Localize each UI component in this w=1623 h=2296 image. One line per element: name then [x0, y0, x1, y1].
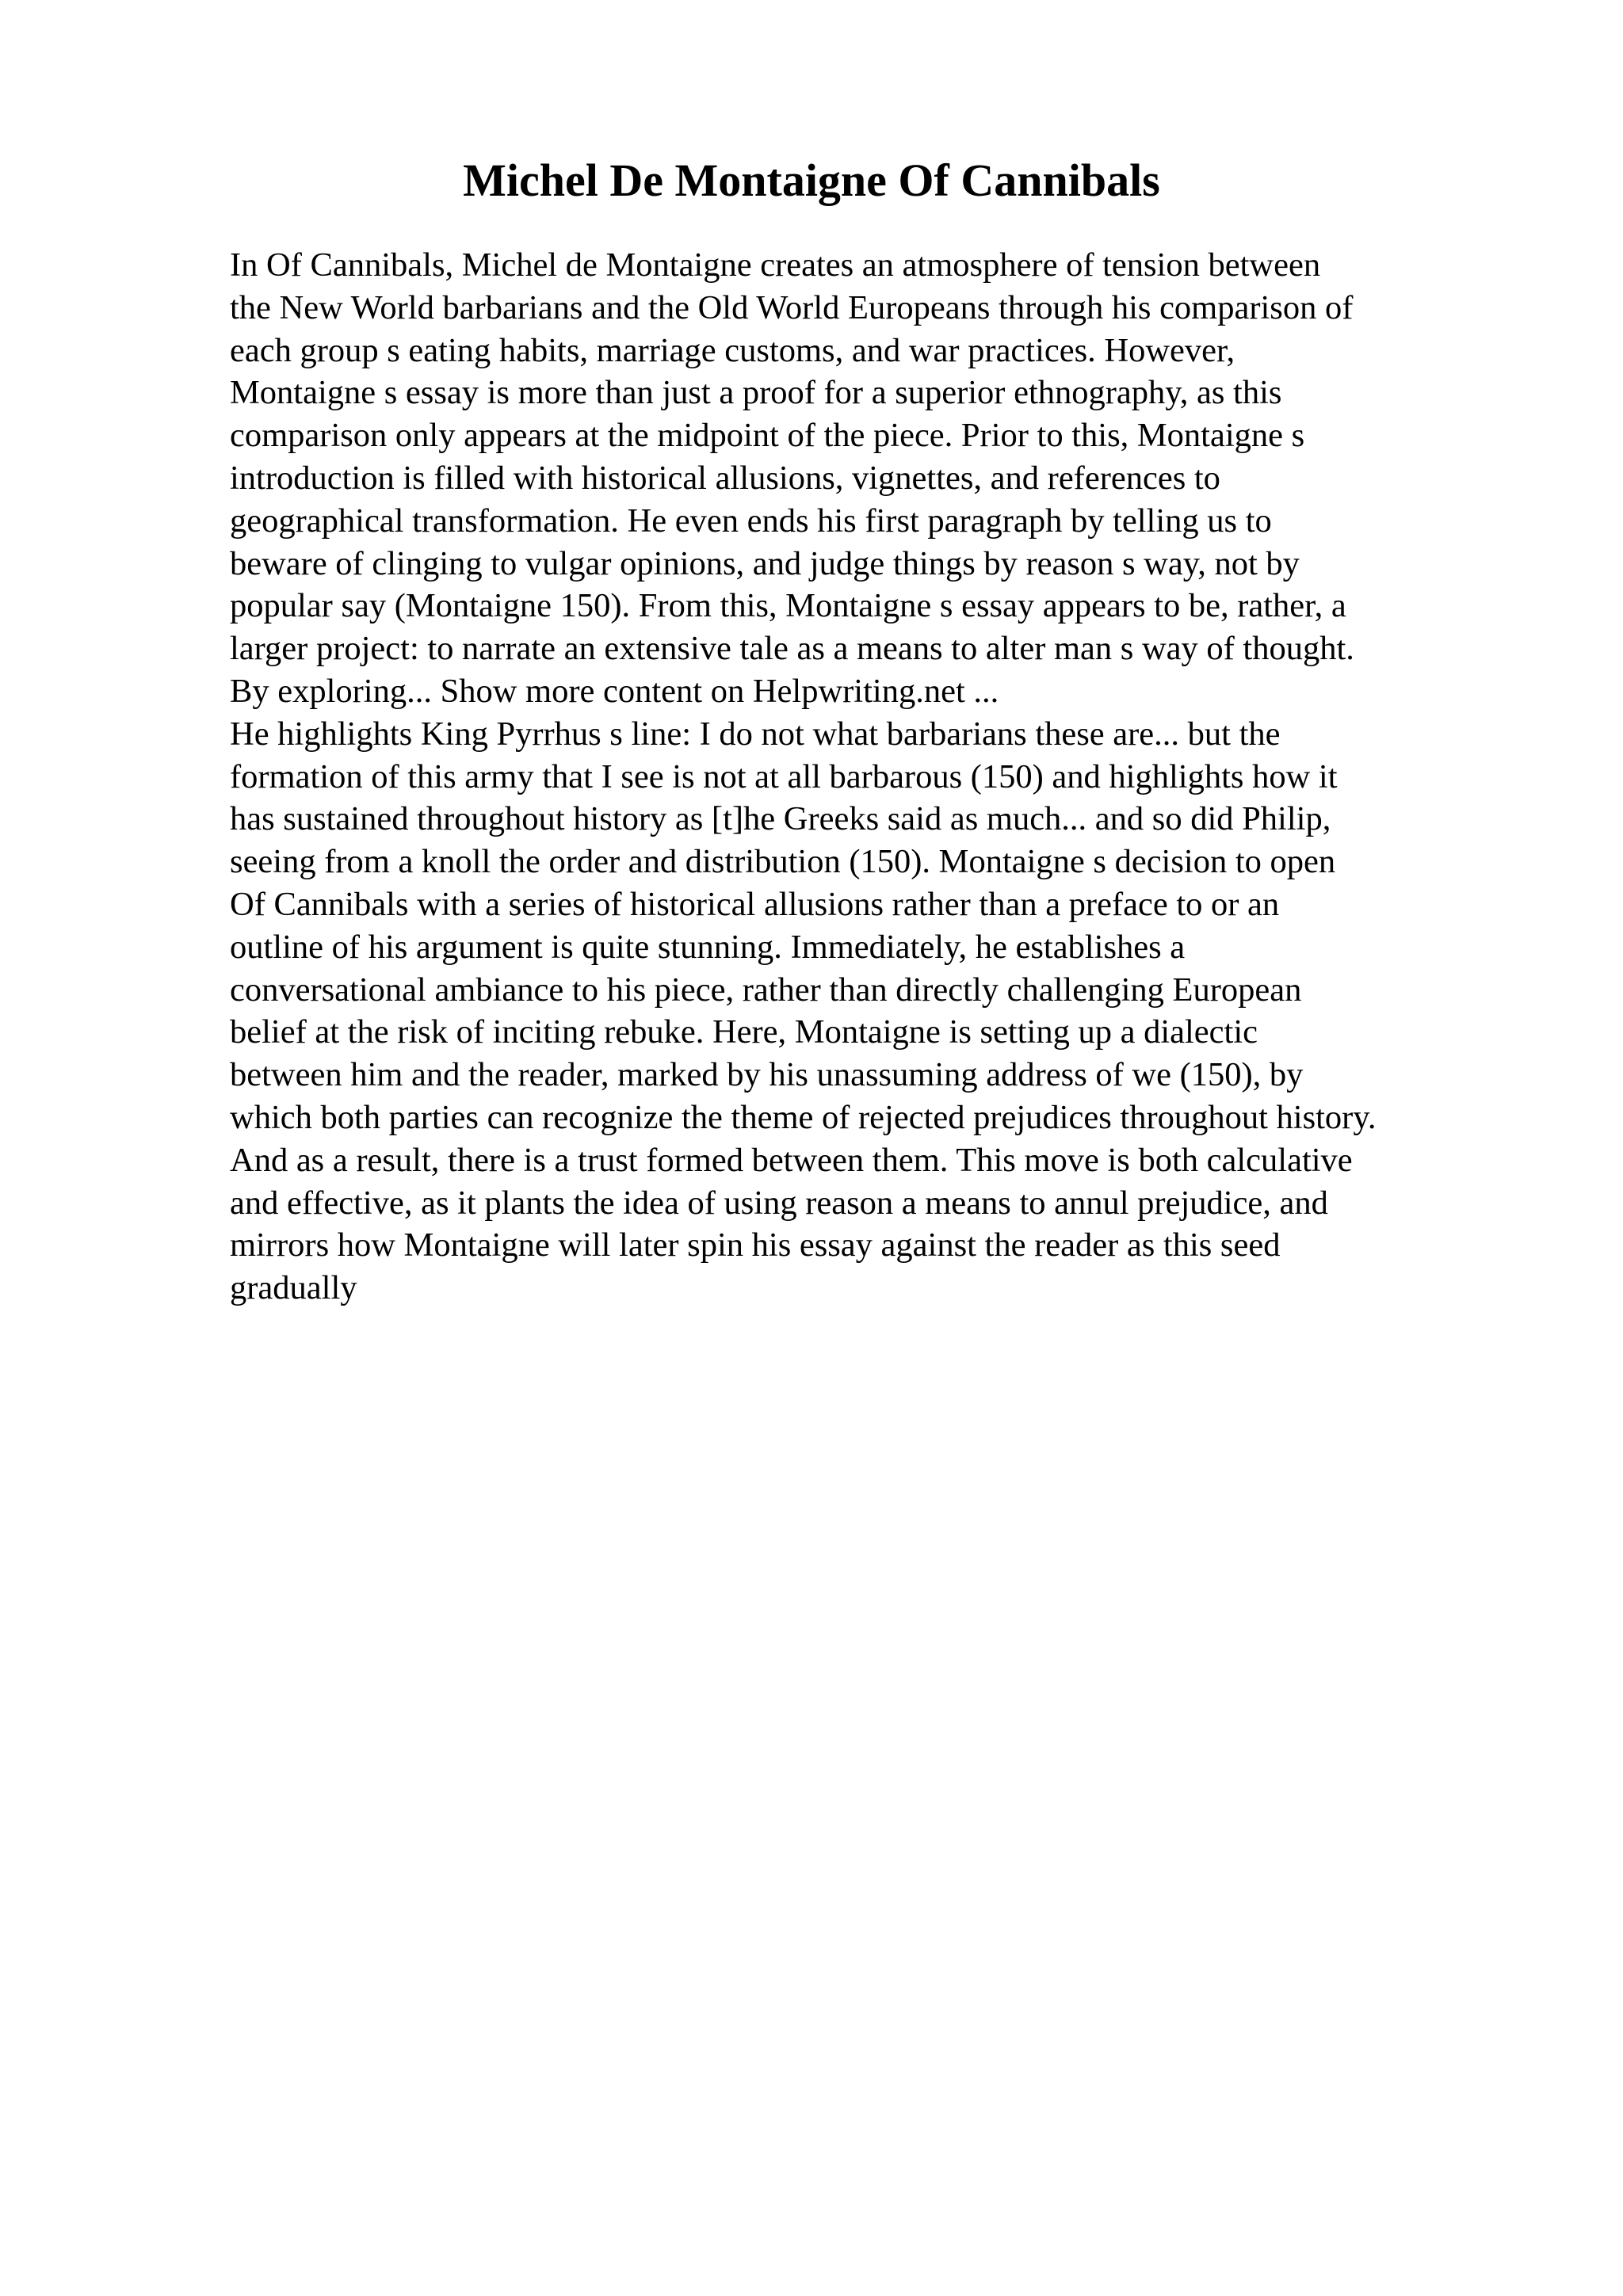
text-line: outline of his argument is quite stunning. Immediately, he establishes a [230, 928, 1186, 966]
document-title: Michel De Montaigne Of Cannibals [463, 154, 1160, 206]
text-line: He highlights King Pyrrhus s line: I do not what barbarians these are... but the [230, 715, 1281, 753]
text-line: comparison only appears at the midpoint of the piece. Prior to this, Montaigne s [230, 417, 1305, 455]
text-line: the New World barbarians and the Old World Europeans through his comparison of [230, 288, 1354, 326]
text-line: each group s eating habits, marriage customs, and war practices. However, [230, 331, 1235, 369]
text-line: formation of this army that I see is not at all barbarous (150) and highlights how it [230, 757, 1338, 795]
text-line: has sustained throughout history as [t]he Greeks said as much... and so did Philip, [230, 800, 1331, 838]
document-body [230, 244, 1514, 1310]
text-line: and effective, as it plants the idea of using reason a means to annul prejudice, and [230, 1184, 1328, 1222]
text-line: Of Cannibals with a series of historical allusions rather than a preface to or an [230, 885, 1280, 923]
text-line: beware of clinging to vulgar opinions, and judge things by reason s way, not by [230, 544, 1300, 582]
text-line: belief at the risk of inciting rebuke. Here, Montaigne is setting up a dialectic [230, 1013, 1258, 1051]
text-line: gradually [230, 1269, 357, 1307]
text-line: And as a result, there is a trust formed between them. This move is both calculative [230, 1141, 1353, 1179]
text-line: introduction is filled with historical allusions, vignettes, and references to [230, 459, 1220, 497]
text-line: mirrors how Montaigne will later spin his essay against the reader as this seed [230, 1226, 1281, 1264]
text-line: Montaigne s essay is more than just a proof for a superior ethnography, as this [230, 374, 1282, 412]
text-line: larger project: to narrate an extensive tale as a means to alter man s way of thought. [230, 630, 1354, 668]
text-line: In Of Cannibals, Michel de Montaigne creates an atmosphere of tension between [230, 246, 1321, 284]
text-line: popular say (Montaigne 150). From this, Montaigne s essay appears to be, rather, a [230, 587, 1346, 625]
show-more-line: By exploring... Show more content on Helpwriting.net ... [230, 672, 999, 710]
text-line: geographical transformation. He even ends his first paragraph by telling us to [230, 502, 1272, 540]
text-line: conversational ambiance to his piece, rather than directly challenging European [230, 971, 1302, 1009]
text-line: which both parties can recognize the theme of rejected prejudices throughout history. [230, 1098, 1377, 1136]
text-line: seeing from a knoll the order and distribution (150). Montaigne s decision to open [230, 843, 1336, 881]
text-line: between him and the reader, marked by his unassuming address of we (150), by [230, 1056, 1304, 1094]
